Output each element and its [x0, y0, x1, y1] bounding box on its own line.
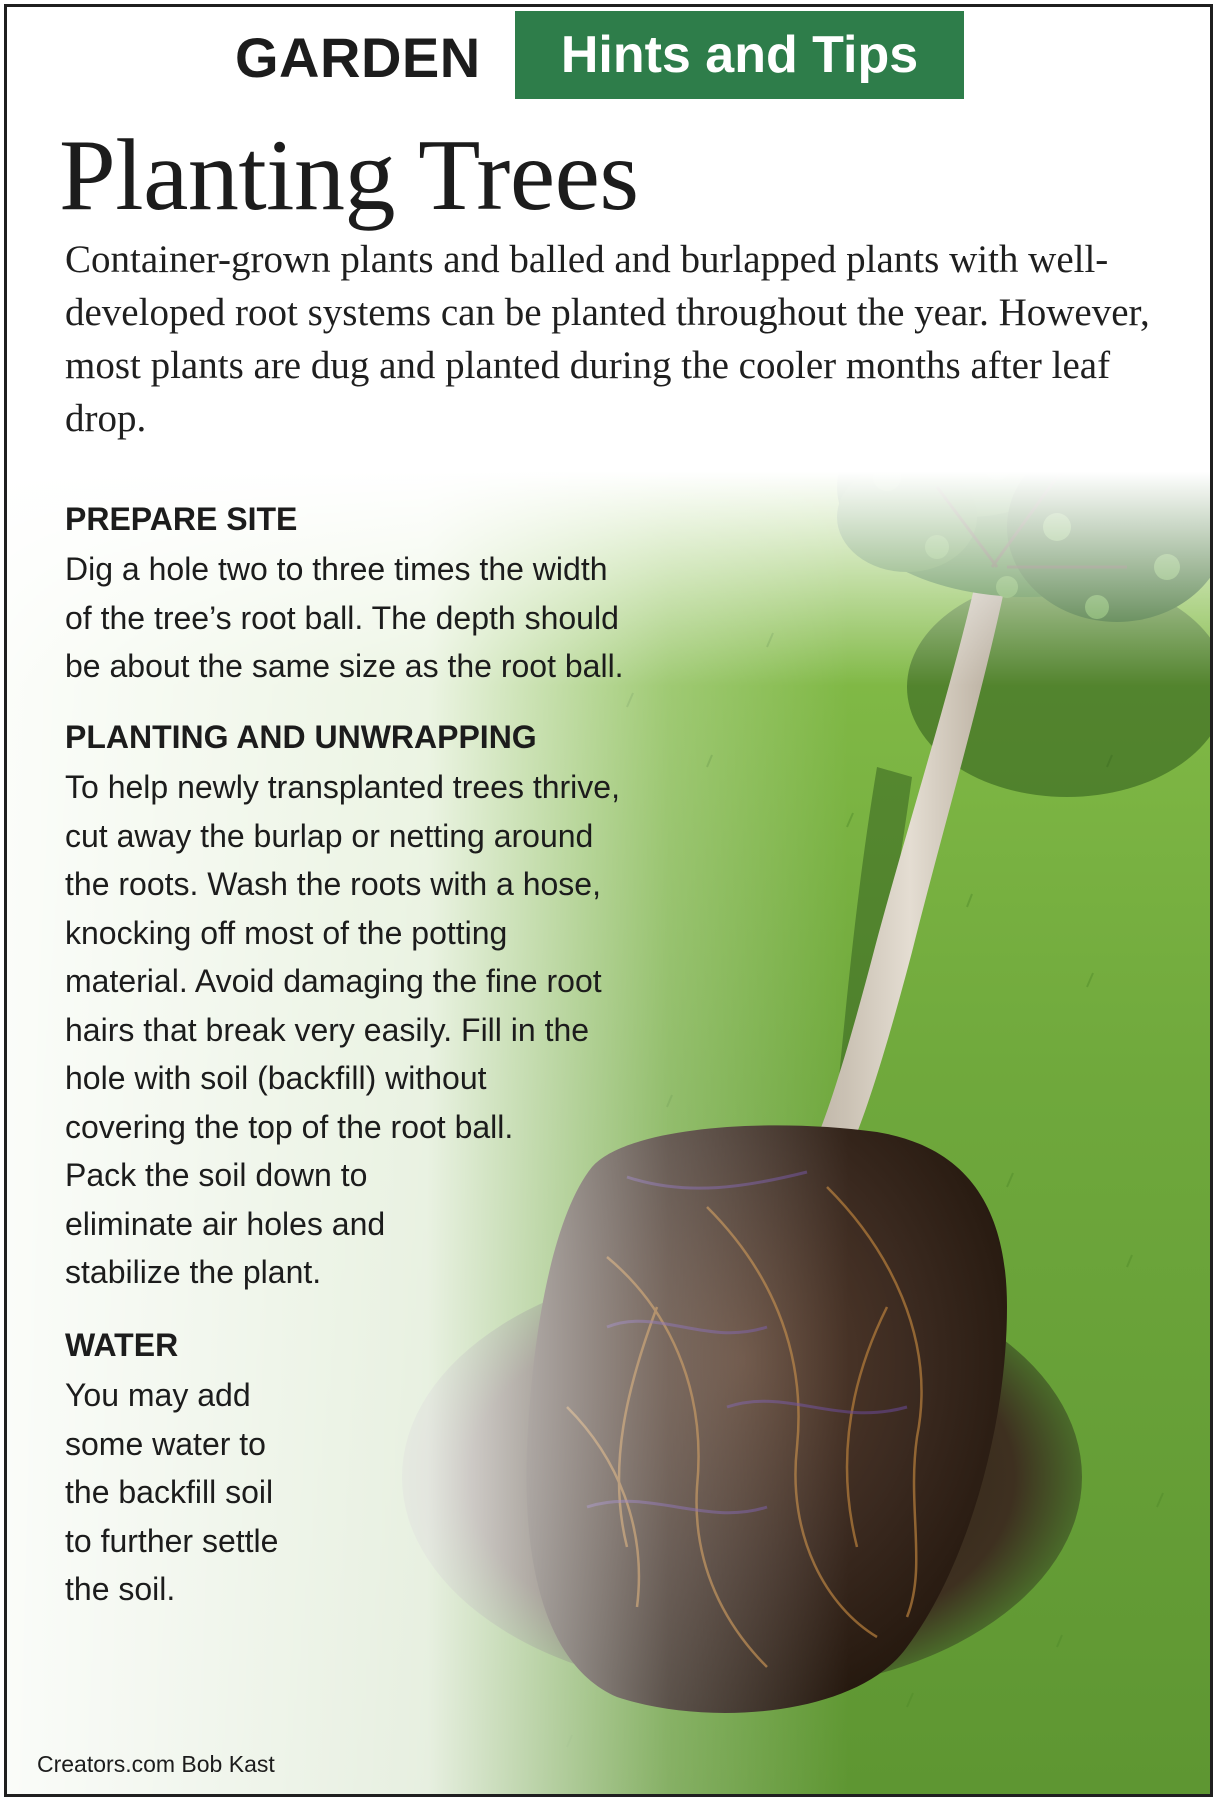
brand-label: GARDEN: [235, 26, 481, 89]
credit-line: Creators.com Bob Kast: [37, 1751, 275, 1777]
section-tag: Hints and Tips: [515, 11, 964, 99]
intro-paragraph: Container-grown plants and balled and burlapped plants with well-developed root systems can be planted throughout the year. However, most plants are dug and planted during the cooler months after leaf drop.: [65, 238, 1150, 440]
page-title: Planting Trees: [59, 119, 639, 232]
section-prepare-site: [65, 499, 624, 691]
section-planting-unwrapping: [65, 717, 620, 1297]
section-heading: WATER: [65, 1327, 179, 1363]
section-body: You may add some water to the backfill soil to further settle the soil.: [65, 1377, 279, 1607]
section-heading: PREPARE SITE: [65, 501, 298, 537]
section-water: [65, 1325, 278, 1614]
section-body: Dig a hole two to three times the width of the tree’s root ball. The depth should be about the same size as the root ball.: [65, 551, 624, 684]
section-body: To help newly transplanted trees thrive, cut away the burlap or netting around the roots. Wash the roots with a hose, knocking off most of the potting material. Avoid damaging the fine root hairs that break very easily. Fill in the hole with soil (backfill) without covering the top of the root ball. Pack the soil down to eliminate air holes and stabilize the plant.: [65, 769, 620, 1290]
infographic: [4, 4, 1213, 1797]
header-banner: [7, 9, 1210, 101]
section-heading: PLANTING AND UNWRAPPING: [65, 719, 537, 755]
